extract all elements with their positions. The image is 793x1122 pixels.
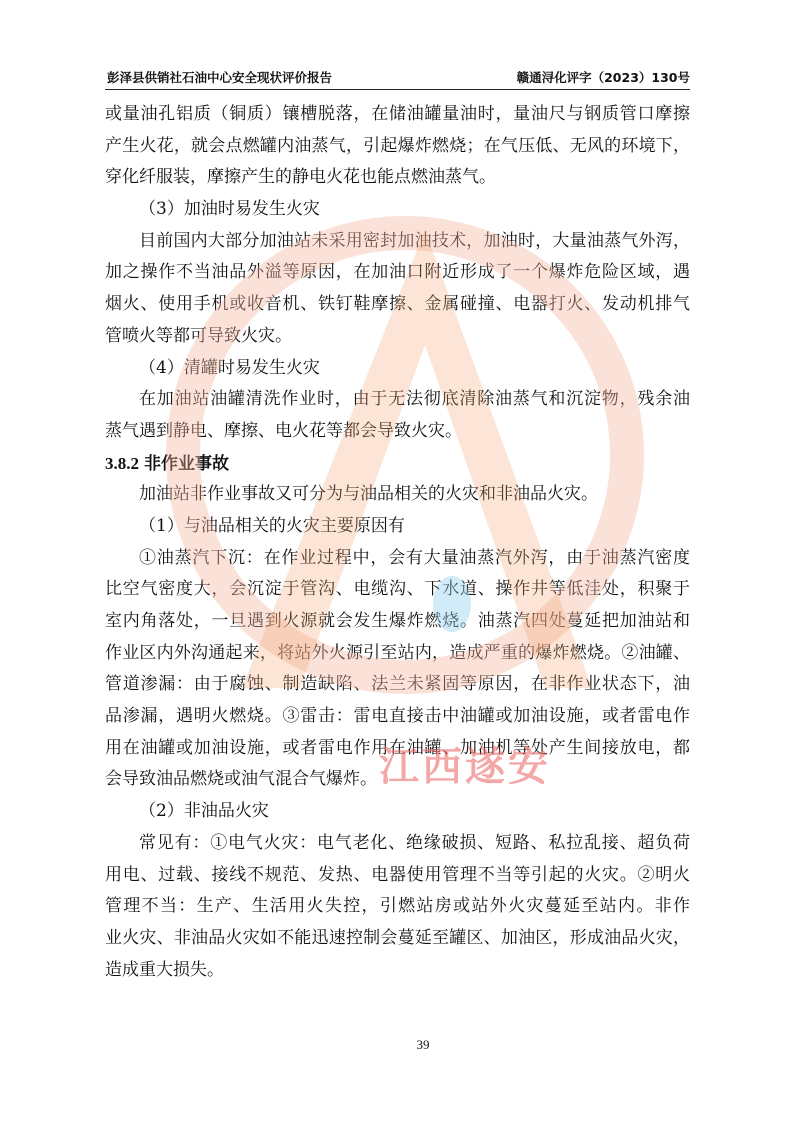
- subheading-text: （1）与油品相关的火灾主要原因有: [139, 515, 405, 536]
- paragraph: [105, 226, 690, 353]
- text-line: 用在油罐或加油设施，或者雷电作用在油罐、加油机等处产生间接放电，都: [105, 737, 690, 758]
- text-line: 室内角落处，一旦遇到火源就会发生爆炸燃烧。油蒸汽四处蔓延把加油站和: [105, 611, 690, 631]
- subheading-text: （2）非油品火灾: [139, 801, 269, 822]
- paragraph: [105, 828, 690, 986]
- text-line: 比空气密度大，会沉淀于管沟、电缆沟、下水道、操作井等低洼处，积聚于: [105, 579, 690, 600]
- subheading: [105, 796, 690, 828]
- text-line: ①油蒸汽下沉：在作业过程中，会有大量油蒸汽外泻，由于油蒸汽密度: [139, 547, 690, 568]
- text-line: 常见有：①电气火灾：电气老化、绝缘破损、短路、私拉乱接、超负荷: [139, 832, 690, 853]
- subheading: [105, 511, 690, 543]
- text-line: 加油站非作业事故又可分为与油品相关的火灾和非油品火灾。: [139, 484, 598, 505]
- report-title: 彭泽县供销社石油中心安全现状评价报告: [107, 70, 333, 85]
- section-title: 非作业事故: [144, 453, 229, 473]
- subheading: [105, 194, 690, 226]
- text-line: 作业区内外沟通起来，将站外火源引至站内，造成严重的爆炸燃烧。②油罐、: [105, 642, 690, 663]
- text-line: 用电、过载、接线不规范、发热、电器使用管理不当等引起的火灾。②明火: [105, 864, 690, 885]
- page-number: 39: [416, 1037, 430, 1052]
- text-line: 管道渗漏：由于腐蚀、制造缺陷、法兰未紧固等原因，在非作业状态下，油: [105, 674, 690, 695]
- section-number: 3.8.2: [105, 453, 139, 473]
- paragraph: [105, 384, 690, 447]
- subheading: [105, 353, 690, 385]
- text-line: 蒸气遇到静电、摩擦、电火花等都会导致火灾。: [105, 420, 462, 441]
- text-line: 会导致油品燃烧或油气混合气爆炸。: [105, 769, 377, 790]
- watermark-text: 江西遂安: [379, 744, 551, 790]
- paragraph: [105, 99, 690, 194]
- document-number: 赣通浔化评字（2023）130号: [516, 70, 690, 85]
- text-line: 管理不当：生产、生活用火失控，引燃站房或站外火灾蔓延至站内。非作: [105, 896, 690, 917]
- text-line: 业火灾、非油品火灾如不能迅速控制会蔓延至罐区、加油区，形成油品火灾，: [105, 927, 690, 948]
- section-heading: [105, 448, 690, 480]
- text-line: 或量油孔铝质（铜质）镶槽脱落，在储油罐量油时，量油尺与钢质管口摩擦: [105, 104, 690, 124]
- paragraph: [105, 479, 690, 511]
- text-line: 加之操作不当油品外溢等原因，在加油口附近形成了一个爆炸危险区域，遇: [105, 262, 690, 283]
- subheading-text: （3）加油时易发生火灾: [139, 199, 320, 220]
- text-line: 造成重大损失。: [105, 959, 224, 980]
- text-line: 管喷火等都可导致火灾。: [105, 325, 292, 346]
- text-line: 烟火、使用手机或收音机、铁钉鞋摩擦、金属碰撞、电器打火、发动机排气: [105, 294, 690, 315]
- running-header: [105, 68, 690, 88]
- text-line: 在加油站油罐清洗作业时，由于无法彻底清除油蒸气和沉淀物，残余油: [139, 389, 690, 410]
- subheading-text: （4）清罐时易发生火灾: [139, 357, 320, 378]
- body-text: [105, 99, 690, 986]
- text-line: 目前国内大部分加油站未采用密封加油技术，加油时，大量油蒸气外泻，: [139, 230, 690, 251]
- text-line: 品渗漏，遇明火燃烧。③雷击：雷电直接击中油罐或加油设施，或者雷电作: [105, 706, 690, 727]
- text-line: 穿化纤服装，摩擦产生的静电火花也能点燃油蒸气。: [105, 167, 496, 188]
- header-divider: [105, 89, 690, 90]
- text-line: 产生火花，就会点燃罐内油蒸气，引起爆炸燃烧；在气压低、无风的环境下，: [105, 135, 690, 156]
- paragraph: [105, 543, 690, 797]
